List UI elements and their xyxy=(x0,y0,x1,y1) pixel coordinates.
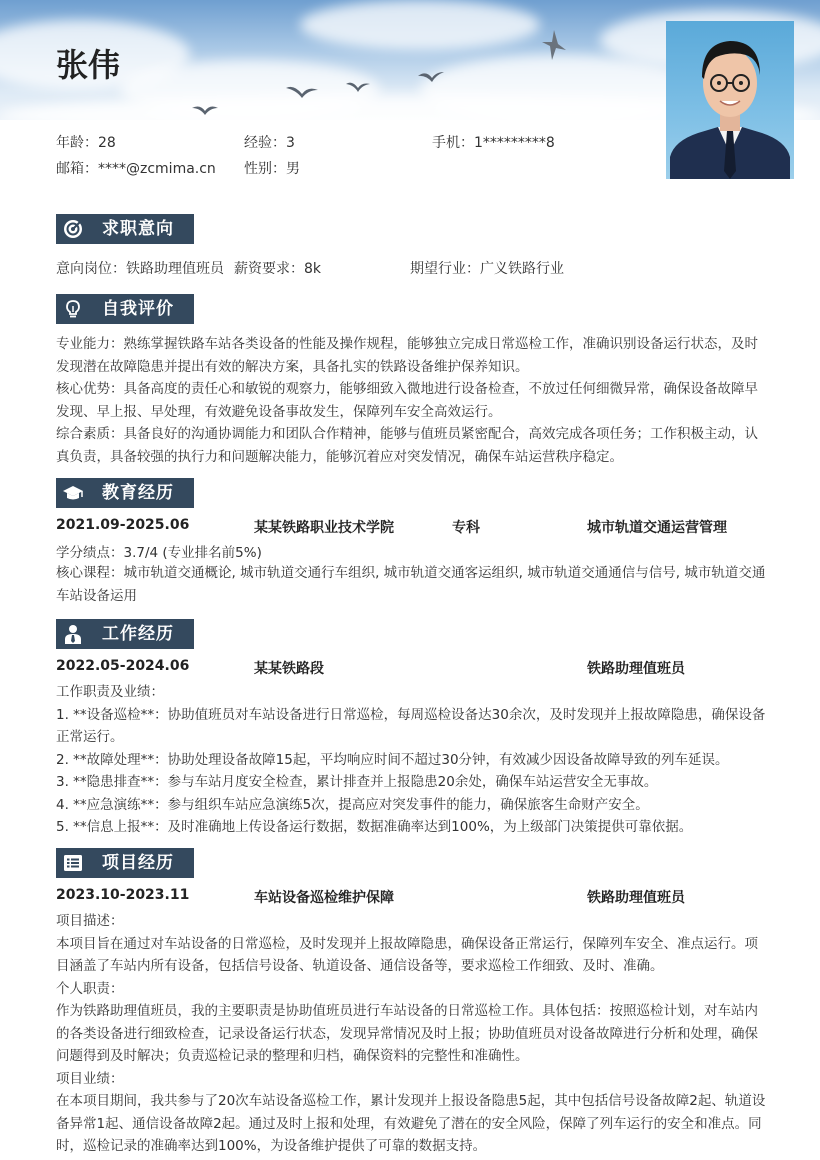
work-item: 5. **信息上报**：及时准确地上传设备运行数据，数据准确率达到100%，为上级部门决策提供可靠依据。 xyxy=(56,819,693,835)
self-eval-paragraph: 综合素质：具备良好的沟通协调能力和团队合作精神，能够与值班员紧密配合，高效完成各项任务；工作积极主动，认真负责，具备较强的执行力和问题解决能力，能够沉着应对突发情况，确保车站运营秩序稳定。 xyxy=(56,426,758,465)
project-details xyxy=(56,910,768,1158)
seagull-icon xyxy=(418,70,444,84)
self-eval-text xyxy=(56,333,768,468)
lightbulb-icon xyxy=(62,298,84,320)
project-period: 2023.10-2023.11 xyxy=(56,887,190,903)
intent-salary: 薪资要求：8k xyxy=(234,261,322,277)
education-major: 城市轨道交通运营管理 xyxy=(587,520,727,536)
section-title: 工作经历 xyxy=(102,624,174,644)
project-desc-label: 项目描述： xyxy=(56,913,124,929)
intent-position: 意向岗位：铁路助理值班员 xyxy=(56,261,224,277)
project-result: 在本项目期间，我共参与了20次车站设备巡检工作，累计发现并上报设备隐患5起，其中包括信号设备故障2起、轨道设备异常1起、通信设备故障2起。通过及时上报和处理，有效避免了潜在的安全风险，保障了列车运行的安全和准点。同时，巡检记录的准确率达到100%，为设备维护提供了可靠的数据支持。 xyxy=(56,1093,766,1154)
section-title: 求职意向 xyxy=(102,219,174,239)
work-item: 1. **设备巡检**：协助值班员对车站设备进行日常巡检，每周巡检设备达30余次，及时发现并上报故障隐患，确保设备正常运行。 xyxy=(56,706,766,745)
list-icon xyxy=(62,852,84,874)
seagull-icon xyxy=(540,28,568,62)
section-header-work xyxy=(56,619,194,649)
avatar xyxy=(666,21,794,179)
work-item: 3. **隐患排查**：参与车站月度安全检查，累计排查并上报隐患20余处，确保车站运营安全无事故。 xyxy=(56,774,658,790)
project-name: 车站设备巡检维护保障 xyxy=(254,890,394,906)
graduation-cap-icon xyxy=(62,482,84,504)
seagull-icon xyxy=(346,80,370,94)
work-item: 4. **应急演练**：参与组织车站应急演练5次，提高应对突发事件的能力，确保旅客生命财产安全。 xyxy=(56,796,649,813)
project-duty: 作为铁路助理值班员，我的主要职责是协助值班员进行车站设备的日常巡检工作。具体包括：按照巡检计划，对车站内的各类设备进行细致检查，记录设备运行状态，发现异常情况及时上报；协助值班员对设备故障进行分析和处理，确保问题得到及时解决；负责巡检记录的整理和归档，确保资料的完整性和准确性。 xyxy=(56,1003,758,1064)
education-school: 某某铁路职业技术学院 xyxy=(254,520,394,536)
seagull-icon xyxy=(286,84,318,100)
project-desc: 本项目旨在通过对车站设备的日常巡检，及时发现并上报故障隐患，确保设备正常运行，保障列车安全、准点运行。项目涵盖了车站内所有设备，包括信号设备、轨道设备、通信设备等，要求巡检工作细致、及时、准确。 xyxy=(56,935,758,974)
email-field: 邮箱：****@zcmima.cn xyxy=(56,161,216,177)
gender-field: 性别：男 xyxy=(244,161,300,177)
candidate-name: 张伟 xyxy=(56,46,121,84)
project-duty-label: 个人职责： xyxy=(56,980,124,997)
work-role: 铁路助理值班员 xyxy=(587,661,685,677)
work-intro: 工作职责及业绩： xyxy=(56,684,164,700)
work-item: 2. **故障处理**：协助处理设备故障15起，平均响应时间不超过30分钟，有效减少因设备故障导致的列车延误。 xyxy=(56,751,729,768)
section-header-education xyxy=(56,478,194,508)
seagull-icon xyxy=(192,104,218,116)
project-result-label: 项目业绩： xyxy=(56,1070,124,1087)
person-icon xyxy=(62,623,84,645)
age-field: 年龄：28 xyxy=(56,135,116,151)
section-title: 项目经历 xyxy=(102,853,174,873)
section-title: 自我评价 xyxy=(102,299,174,319)
education-gpa: 学分绩点：3.7/4 (专业排名前5%) xyxy=(56,545,262,561)
education-period: 2021.09-2025.06 xyxy=(56,517,190,533)
section-header-intent xyxy=(56,214,194,244)
intent-industry: 期望行业：广义铁路行业 xyxy=(410,261,564,277)
education-degree: 专科 xyxy=(452,520,480,536)
self-eval-paragraph: 专业能力：熟练掌握铁路车站各类设备的性能及操作规程，能够独立完成日常巡检工作，准确识别设备运行状态，及时发现潜在故障隐患并提出有效的解决方案，具备扎实的铁路设备维护保养知识。 xyxy=(56,336,758,375)
section-title: 教育经历 xyxy=(102,483,174,503)
section-header-self-eval xyxy=(56,294,194,324)
section-header-project xyxy=(56,848,194,878)
education-courses: 核心课程：城市轨道交通概论, 城市轨道交通行车组织, 城市轨道交通客运组织, 城市轨道交通通信与信号, 城市轨道交通车站设备运用 xyxy=(56,565,766,604)
work-company: 某某铁路段 xyxy=(254,661,324,677)
work-details xyxy=(56,681,768,839)
target-icon xyxy=(62,218,84,240)
work-period: 2022.05-2024.06 xyxy=(56,658,190,674)
phone-field: 手机：1*********8 xyxy=(432,135,555,151)
experience-field: 经验：3 xyxy=(244,135,295,151)
self-eval-paragraph: 核心优势：具备高度的责任心和敏锐的观察力，能够细致入微地进行设备检查，不放过任何细微异常，确保设备故障早发现、早上报、早处理，有效避免设备事故发生，保障列车安全高效运行。 xyxy=(56,381,758,420)
project-role: 铁路助理值班员 xyxy=(587,890,685,906)
